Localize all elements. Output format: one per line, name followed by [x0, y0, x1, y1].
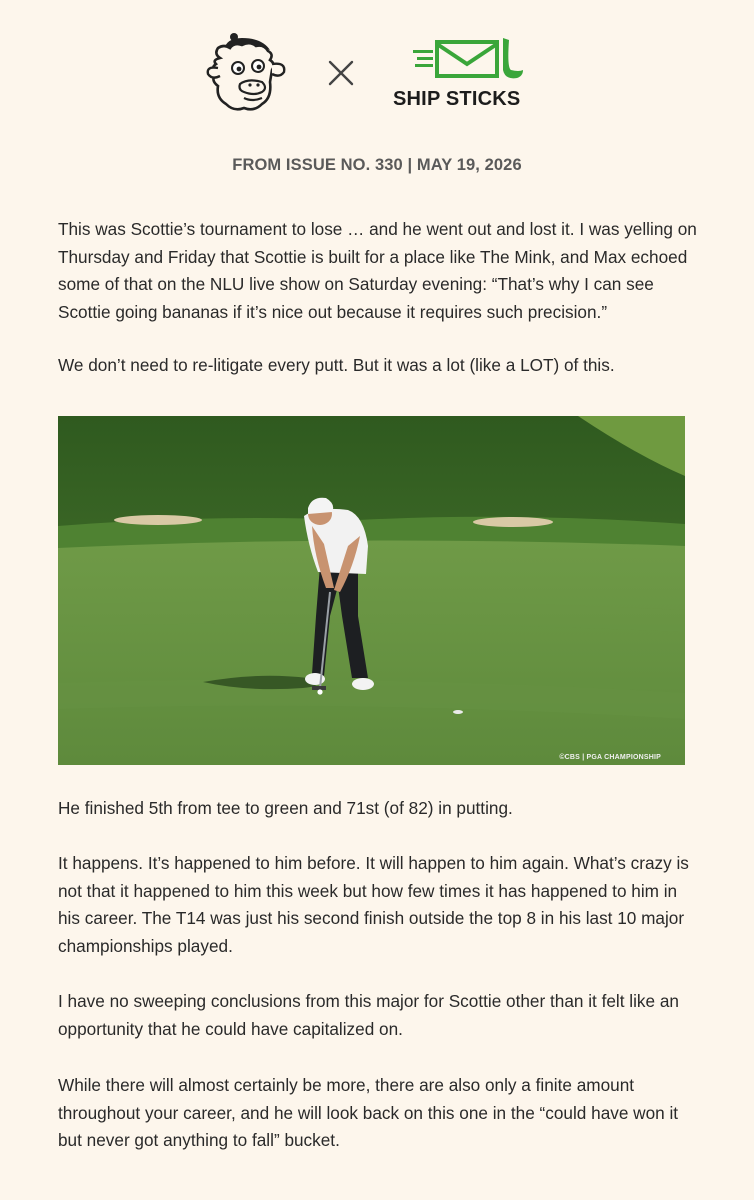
paragraph: It happens. It’s happened to him before. It will happen to him again. What’s crazy is not that it happened to him this week but how few times it has happened to him in his career. The T14 was just his second finish outside the top 8 in his last 10 major championships played.: [58, 853, 689, 956]
photo-credit: ©CBS | PGA CHAMPIONSHIP: [559, 754, 661, 761]
paragraph: We don’t need to re-litigate every putt. But it was a lot (like a LOT) of this.: [58, 355, 615, 375]
ship-sticks-logo: [393, 36, 549, 116]
partner-logo-text: SHIP STICKS: [393, 88, 521, 110]
envelope-golf-club-icon: [393, 36, 549, 84]
paragraph: He finished 5th from tee to green and 71st (of 82) in putting.: [58, 798, 513, 818]
golfer-putting-photo: [58, 416, 685, 765]
paragraph: I have no sweeping conclusions from this major for Scottie other than it felt like an opportunity that he could have capitalized on.: [58, 991, 679, 1039]
newsletter-header: [0, 28, 754, 118]
issue-line: FROM ISSUE NO. 330 | MAY 19, 2026: [232, 156, 522, 174]
times-icon: [326, 58, 356, 88]
sheep-mascot-icon: [204, 32, 288, 114]
paragraph: While there will almost certainly be more, there are also only a finite amount throughout your career, and he will look back on this one in the “could have won it but never got anything to fall” bucket.: [58, 1075, 679, 1151]
paragraph: This was Scottie’s tournament to lose … and he went out and lost it. I was yelling on Thursday and Friday that Scottie is built for a place like The Mink, and Max echoed some of that on the NLU live show on Saturday evening: “That’s why I can see Scottie going bananas if it’s nice out because it requires such precision.”: [58, 219, 697, 322]
